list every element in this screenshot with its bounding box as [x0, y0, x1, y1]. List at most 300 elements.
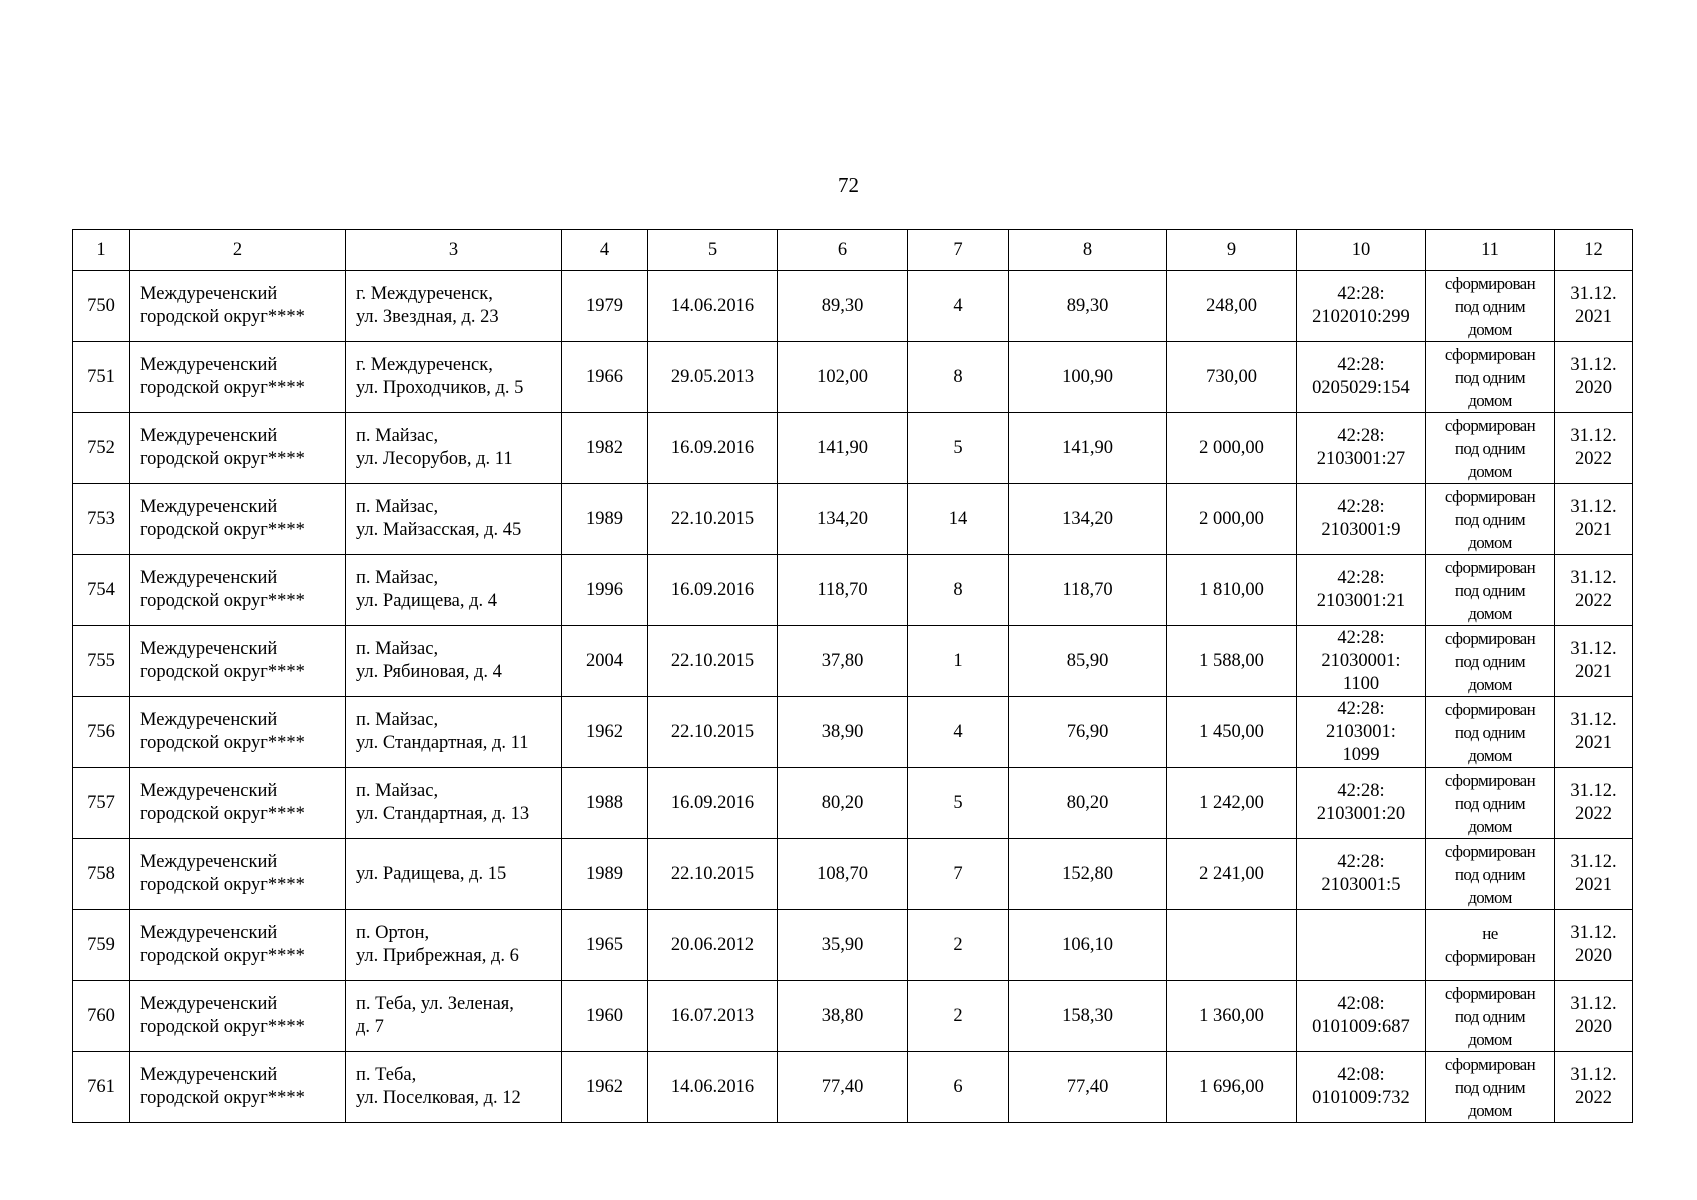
table-row	[73, 484, 1633, 555]
cell-residents-count: 6	[908, 1052, 1009, 1123]
cell-cadastral-number	[1297, 910, 1426, 981]
municipality-line: Междуреченский	[140, 710, 278, 730]
municipality-line: городской округ****	[140, 875, 305, 895]
cell-area-residential: 38,80	[778, 981, 908, 1052]
cell-land-area: 1 588,00	[1167, 626, 1297, 697]
cell-municipality	[130, 839, 346, 910]
cell-land-area: 1 360,00	[1167, 981, 1297, 1052]
cell-land-status	[1426, 768, 1555, 839]
cell-address	[346, 910, 562, 981]
land-status-line: под одним	[1454, 651, 1526, 671]
cell-land-area: 1 696,00	[1167, 1052, 1297, 1123]
cell-residents-count: 7	[908, 839, 1009, 910]
cell-planned-date	[1555, 910, 1633, 981]
cell-address	[346, 342, 562, 413]
cell-planned-date	[1555, 555, 1633, 626]
cell-residents-count: 5	[908, 413, 1009, 484]
page-number: 72	[838, 173, 859, 197]
column-header-9: 9	[1167, 230, 1297, 271]
cell-municipality	[130, 626, 346, 697]
cell-land-status	[1426, 910, 1555, 981]
cell-recognition-date: 20.06.2012	[648, 910, 778, 981]
table-row	[73, 271, 1633, 342]
cell-row-number: 757	[73, 768, 130, 839]
cell-area-total: 141,90	[1009, 413, 1167, 484]
land-status-line: сформирован	[1444, 557, 1536, 577]
land-status-line: под одним	[1454, 509, 1526, 529]
cell-row-number: 758	[73, 839, 130, 910]
cell-area-total: 80,20	[1009, 768, 1167, 839]
land-status-line: сформирован	[1444, 628, 1536, 648]
municipality-line: Междуреченский	[140, 994, 278, 1014]
land-status-line: сформирован	[1444, 770, 1536, 790]
cell-municipality	[130, 413, 346, 484]
cell-municipality	[130, 484, 346, 555]
planned-date-line: 31.12.	[1570, 639, 1617, 659]
cell-recognition-date: 16.09.2016	[648, 555, 778, 626]
table-row	[73, 626, 1633, 697]
address-line: п. Майзас,	[356, 568, 439, 588]
cell-address	[346, 271, 562, 342]
land-status-line: не	[1482, 924, 1498, 943]
cell-land-area: 2 241,00	[1167, 839, 1297, 910]
cell-row-number: 759	[73, 910, 130, 981]
land-status-line: домом	[1468, 461, 1512, 481]
cell-area-total: 77,40	[1009, 1052, 1167, 1123]
cadastral-number-line: 42:28:	[1337, 852, 1385, 872]
cell-planned-date	[1555, 413, 1633, 484]
column-header-2: 2	[130, 230, 346, 271]
cell-planned-date	[1555, 1052, 1633, 1123]
municipality-line: городской округ****	[140, 804, 305, 824]
planned-date-line: 2020	[1575, 1017, 1612, 1037]
municipality-line: Междуреченский	[140, 284, 278, 304]
column-header-8: 8	[1009, 230, 1167, 271]
address-line: ул. Радищева, д. 4	[356, 591, 498, 611]
cell-row-number: 755	[73, 626, 130, 697]
land-status-line: под одним	[1454, 722, 1526, 742]
table-row	[73, 768, 1633, 839]
cell-land-status	[1426, 413, 1555, 484]
cell-land-area: 248,00	[1167, 271, 1297, 342]
table-row	[73, 342, 1633, 413]
cell-year-built: 1988	[562, 768, 648, 839]
table-row	[73, 839, 1633, 910]
address-line: ул. Рябиновая, д. 4	[356, 662, 502, 682]
cell-land-area: 1 242,00	[1167, 768, 1297, 839]
cell-land-status	[1426, 555, 1555, 626]
cell-cadastral-number	[1297, 697, 1426, 768]
cell-area-total: 134,20	[1009, 484, 1167, 555]
municipality-line: Междуреченский	[140, 852, 278, 872]
cell-year-built: 1965	[562, 910, 648, 981]
cell-area-residential: 141,90	[778, 413, 908, 484]
planned-date-line: 2021	[1575, 520, 1612, 540]
planned-date-line: 31.12.	[1570, 923, 1617, 943]
planned-date-line: 31.12.	[1570, 852, 1617, 872]
municipality-line: Междуреченский	[140, 497, 278, 517]
cell-row-number: 760	[73, 981, 130, 1052]
address-line: ул. Поселковая, д. 12	[356, 1088, 521, 1108]
planned-date-line: 2020	[1575, 946, 1612, 966]
planned-date-line: 31.12.	[1570, 284, 1617, 304]
cell-area-total: 76,90	[1009, 697, 1167, 768]
address-line: п. Майзас,	[356, 781, 439, 801]
cell-cadastral-number	[1297, 484, 1426, 555]
column-header-4: 4	[562, 230, 648, 271]
municipality-line: Междуреченский	[140, 639, 278, 659]
land-status-line: под одним	[1454, 580, 1526, 600]
cell-address	[346, 484, 562, 555]
cell-row-number: 750	[73, 271, 130, 342]
land-status-line: домом	[1468, 1100, 1512, 1120]
land-status-line: сформирован	[1444, 699, 1536, 719]
cadastral-number-line: 0101009:732	[1312, 1088, 1410, 1108]
land-status-line: сформирован	[1444, 273, 1536, 293]
cell-municipality	[130, 910, 346, 981]
cell-row-number: 761	[73, 1052, 130, 1123]
column-header-10: 10	[1297, 230, 1426, 271]
cell-year-built: 1962	[562, 697, 648, 768]
table-row	[73, 413, 1633, 484]
address-line: ул. Проходчиков, д. 5	[356, 378, 524, 398]
planned-date-line: 2021	[1575, 733, 1612, 753]
cell-area-residential: 118,70	[778, 555, 908, 626]
address-line: п. Майзас,	[356, 710, 439, 730]
land-status-line: домом	[1468, 390, 1512, 410]
address-line: ул. Звездная, д. 23	[356, 307, 499, 327]
municipality-line: Междуреченский	[140, 781, 278, 801]
cell-planned-date	[1555, 484, 1633, 555]
land-status-line: под одним	[1454, 296, 1526, 316]
land-status-line: домом	[1468, 816, 1512, 836]
address-line: г. Междуреченск,	[356, 284, 493, 304]
cadastral-number-line: 42:28:	[1337, 627, 1385, 648]
cell-recognition-date: 22.10.2015	[648, 626, 778, 697]
cell-municipality	[130, 342, 346, 413]
table-row	[73, 1052, 1633, 1123]
cadastral-number-line: 2103001:5	[1321, 875, 1401, 895]
cell-planned-date	[1555, 342, 1633, 413]
cell-municipality	[130, 697, 346, 768]
planned-date-line: 31.12.	[1570, 994, 1617, 1014]
cell-residents-count: 8	[908, 342, 1009, 413]
table-row	[73, 555, 1633, 626]
planned-date-line: 2020	[1575, 378, 1612, 398]
table-row	[73, 697, 1633, 768]
municipality-line: городской округ****	[140, 733, 305, 753]
cadastral-number-line: 0205029:154	[1312, 378, 1410, 398]
cell-land-area: 2 000,00	[1167, 413, 1297, 484]
column-header-11: 11	[1426, 230, 1555, 271]
cell-area-total: 118,70	[1009, 555, 1167, 626]
address-line: ул. Лесорубов, д. 11	[356, 449, 513, 469]
municipality-line: Междуреченский	[140, 923, 278, 943]
municipality-line: городской округ****	[140, 662, 305, 682]
cell-residents-count: 4	[908, 271, 1009, 342]
cell-address	[346, 1052, 562, 1123]
address-line: г. Междуреченск,	[356, 355, 493, 375]
land-status-line: домом	[1468, 745, 1512, 765]
cell-area-residential: 108,70	[778, 839, 908, 910]
cell-municipality	[130, 768, 346, 839]
cell-area-residential: 38,90	[778, 697, 908, 768]
cell-residents-count: 8	[908, 555, 1009, 626]
land-status-line: сформирован	[1444, 415, 1536, 435]
cell-planned-date	[1555, 981, 1633, 1052]
cadastral-number-line: 42:28:	[1337, 698, 1385, 719]
planned-date-line: 31.12.	[1570, 355, 1617, 375]
cell-recognition-date: 16.09.2016	[648, 768, 778, 839]
cell-address	[346, 697, 562, 768]
address-line: п. Майзас,	[356, 639, 439, 659]
municipality-line: городской округ****	[140, 1017, 305, 1037]
cell-recognition-date: 16.07.2013	[648, 981, 778, 1052]
cell-cadastral-number	[1297, 839, 1426, 910]
cell-land-area: 1 450,00	[1167, 697, 1297, 768]
cell-recognition-date: 14.06.2016	[648, 1052, 778, 1123]
cadastral-number-line: 42:28:	[1337, 355, 1385, 375]
table-row	[73, 910, 1633, 981]
column-header-1: 1	[73, 230, 130, 271]
cell-year-built: 1966	[562, 342, 648, 413]
cell-area-total: 100,90	[1009, 342, 1167, 413]
cell-land-status	[1426, 981, 1555, 1052]
cell-residents-count: 2	[908, 910, 1009, 981]
cell-recognition-date: 22.10.2015	[648, 839, 778, 910]
table-header	[73, 230, 1633, 271]
land-status-line: домом	[1468, 532, 1512, 552]
address-line: п. Майзас,	[356, 426, 439, 446]
cell-year-built: 1989	[562, 839, 648, 910]
cell-area-total: 152,80	[1009, 839, 1167, 910]
cadastral-number-line: 42:28:	[1337, 284, 1385, 304]
cell-year-built: 1979	[562, 271, 648, 342]
cell-area-residential: 102,00	[778, 342, 908, 413]
cadastral-number-line: 2103001:9	[1321, 520, 1401, 540]
cadastral-number-line: 42:28:	[1337, 426, 1385, 446]
planned-date-line: 31.12.	[1570, 710, 1617, 730]
cell-cadastral-number	[1297, 981, 1426, 1052]
cell-municipality	[130, 1052, 346, 1123]
land-status-line: домом	[1468, 887, 1512, 907]
cell-residents-count: 1	[908, 626, 1009, 697]
municipality-line: городской округ****	[140, 1088, 305, 1108]
cell-residents-count: 4	[908, 697, 1009, 768]
address-line: п. Майзас,	[356, 497, 439, 517]
address-line: ул. Радищева, д. 15	[356, 863, 507, 884]
planned-date-line: 2022	[1575, 804, 1612, 824]
land-status-line: сформирован	[1444, 947, 1536, 966]
column-header-6: 6	[778, 230, 908, 271]
municipality-line: Междуреченский	[140, 355, 278, 375]
land-status-line: домом	[1468, 603, 1512, 623]
address-line: ул. Майзасская, д. 45	[356, 520, 522, 540]
cell-year-built: 1962	[562, 1052, 648, 1123]
cell-land-status	[1426, 1052, 1555, 1123]
municipality-line: городской округ****	[140, 520, 305, 540]
cell-area-residential: 35,90	[778, 910, 908, 981]
cadastral-number-line: 2103001:27	[1316, 449, 1406, 469]
cell-cadastral-number	[1297, 768, 1426, 839]
planned-date-line: 2022	[1575, 449, 1612, 469]
land-status-line: домом	[1468, 319, 1512, 339]
cell-land-status	[1426, 484, 1555, 555]
cell-area-residential: 80,20	[778, 768, 908, 839]
land-status-line: под одним	[1454, 1077, 1526, 1097]
cadastral-number-line: 42:28:	[1337, 781, 1385, 801]
cell-planned-date	[1555, 697, 1633, 768]
cadastral-number-line: 2103001:20	[1316, 804, 1406, 824]
planned-date-line: 2021	[1575, 875, 1612, 895]
cell-area-total: 85,90	[1009, 626, 1167, 697]
planned-date-line: 2022	[1575, 591, 1612, 611]
table-body	[73, 271, 1633, 1123]
cell-residents-count: 2	[908, 981, 1009, 1052]
cell-land-status	[1426, 271, 1555, 342]
cell-residents-count: 5	[908, 768, 1009, 839]
planned-date-line: 31.12.	[1570, 781, 1617, 801]
planned-date-line: 31.12.	[1570, 426, 1617, 446]
land-status-line: под одним	[1454, 793, 1526, 813]
address-line: ул. Стандартная, д. 11	[356, 733, 529, 753]
cell-row-number: 753	[73, 484, 130, 555]
cell-planned-date	[1555, 626, 1633, 697]
cadastral-number-line: 42:08:	[1337, 1065, 1385, 1085]
municipality-line: городской округ****	[140, 307, 305, 327]
cell-cadastral-number	[1297, 342, 1426, 413]
land-status-line: под одним	[1454, 438, 1526, 458]
cell-recognition-date: 29.05.2013	[648, 342, 778, 413]
cell-address	[346, 555, 562, 626]
cell-land-status	[1426, 626, 1555, 697]
land-status-line: сформирован	[1444, 841, 1536, 861]
cell-municipality	[130, 981, 346, 1052]
cadastral-number-line: 0101009:687	[1312, 1017, 1410, 1037]
cell-area-total: 158,30	[1009, 981, 1167, 1052]
land-status-line: сформирован	[1444, 344, 1536, 364]
address-line: ул. Прибрежная, д. 6	[356, 946, 519, 966]
planned-date-line: 2021	[1575, 662, 1612, 682]
municipality-line: Междуреченский	[140, 1065, 278, 1085]
address-line: п. Ортон,	[356, 923, 430, 943]
cell-land-status	[1426, 342, 1555, 413]
cell-planned-date	[1555, 839, 1633, 910]
cell-address	[346, 413, 562, 484]
cell-cadastral-number	[1297, 1052, 1426, 1123]
land-status-line: под одним	[1454, 864, 1526, 884]
municipality-line: городской округ****	[140, 449, 305, 469]
cell-area-residential: 89,30	[778, 271, 908, 342]
cell-land-area: 730,00	[1167, 342, 1297, 413]
cell-recognition-date: 14.06.2016	[648, 271, 778, 342]
cadastral-number-line: 42:08:	[1337, 994, 1385, 1014]
planned-date-line: 31.12.	[1570, 497, 1617, 517]
cell-recognition-date: 22.10.2015	[648, 697, 778, 768]
cell-area-residential: 37,80	[778, 626, 908, 697]
address-line: д. 7	[356, 1017, 384, 1037]
cell-address	[346, 839, 562, 910]
address-line: п. Теба, ул. Зеленая,	[356, 994, 514, 1014]
cell-land-area	[1167, 910, 1297, 981]
cell-land-area: 1 810,00	[1167, 555, 1297, 626]
cell-year-built: 2004	[562, 626, 648, 697]
cell-planned-date	[1555, 271, 1633, 342]
land-status-line: сформирован	[1444, 983, 1536, 1003]
land-status-line: сформирован	[1444, 486, 1536, 506]
cadastral-number-line: 2103001:21	[1316, 591, 1406, 611]
cell-planned-date	[1555, 768, 1633, 839]
cell-year-built: 1996	[562, 555, 648, 626]
cell-address	[346, 626, 562, 697]
cell-row-number: 751	[73, 342, 130, 413]
land-status-line: под одним	[1454, 1006, 1526, 1026]
cell-year-built: 1960	[562, 981, 648, 1052]
cell-recognition-date: 16.09.2016	[648, 413, 778, 484]
cell-area-residential: 77,40	[778, 1052, 908, 1123]
cell-address	[346, 981, 562, 1052]
cell-row-number: 756	[73, 697, 130, 768]
cell-area-residential: 134,20	[778, 484, 908, 555]
cell-cadastral-number	[1297, 626, 1426, 697]
cell-cadastral-number	[1297, 555, 1426, 626]
cell-land-status	[1426, 697, 1555, 768]
cadastral-number-line: 21030001:	[1321, 650, 1401, 671]
cell-year-built: 1982	[562, 413, 648, 484]
land-status-line: сформирован	[1444, 1054, 1536, 1074]
land-status-line: под одним	[1454, 367, 1526, 387]
cell-area-total: 89,30	[1009, 271, 1167, 342]
column-header-12: 12	[1555, 230, 1633, 271]
cell-recognition-date: 22.10.2015	[648, 484, 778, 555]
land-status-line: домом	[1468, 674, 1512, 694]
address-line: ул. Стандартная, д. 13	[356, 804, 530, 824]
cell-row-number: 754	[73, 555, 130, 626]
cell-area-total: 106,10	[1009, 910, 1167, 981]
cadastral-number-line: 1100	[1342, 673, 1380, 694]
cell-address	[346, 768, 562, 839]
housing-registry-table	[72, 229, 1633, 1123]
address-line: п. Теба,	[356, 1065, 417, 1085]
cell-row-number: 752	[73, 413, 130, 484]
planned-date-line: 2021	[1575, 307, 1612, 327]
cell-cadastral-number	[1297, 271, 1426, 342]
cadastral-number-line: 42:28:	[1337, 497, 1385, 517]
cadastral-number-line: 2102010:299	[1312, 307, 1410, 327]
planned-date-line: 31.12.	[1570, 568, 1617, 588]
table-row	[73, 981, 1633, 1052]
column-header-3: 3	[346, 230, 562, 271]
cadastral-number-line: 1099	[1342, 744, 1380, 765]
cell-municipality	[130, 555, 346, 626]
column-header-7: 7	[908, 230, 1009, 271]
cell-residents-count: 14	[908, 484, 1009, 555]
municipality-line: городской округ****	[140, 591, 305, 611]
municipality-line: городской округ****	[140, 946, 305, 966]
cadastral-number-line: 2103001:	[1326, 721, 1396, 742]
cell-land-area: 2 000,00	[1167, 484, 1297, 555]
municipality-line: Междуреченский	[140, 426, 278, 446]
column-header-5: 5	[648, 230, 778, 271]
header-row	[73, 230, 1633, 271]
cell-cadastral-number	[1297, 413, 1426, 484]
cadastral-number-line: 42:28:	[1337, 568, 1385, 588]
land-status-line: домом	[1468, 1029, 1512, 1049]
planned-date-line: 31.12.	[1570, 1065, 1617, 1085]
cell-land-status	[1426, 839, 1555, 910]
cell-year-built: 1989	[562, 484, 648, 555]
municipality-line: городской округ****	[140, 378, 305, 398]
